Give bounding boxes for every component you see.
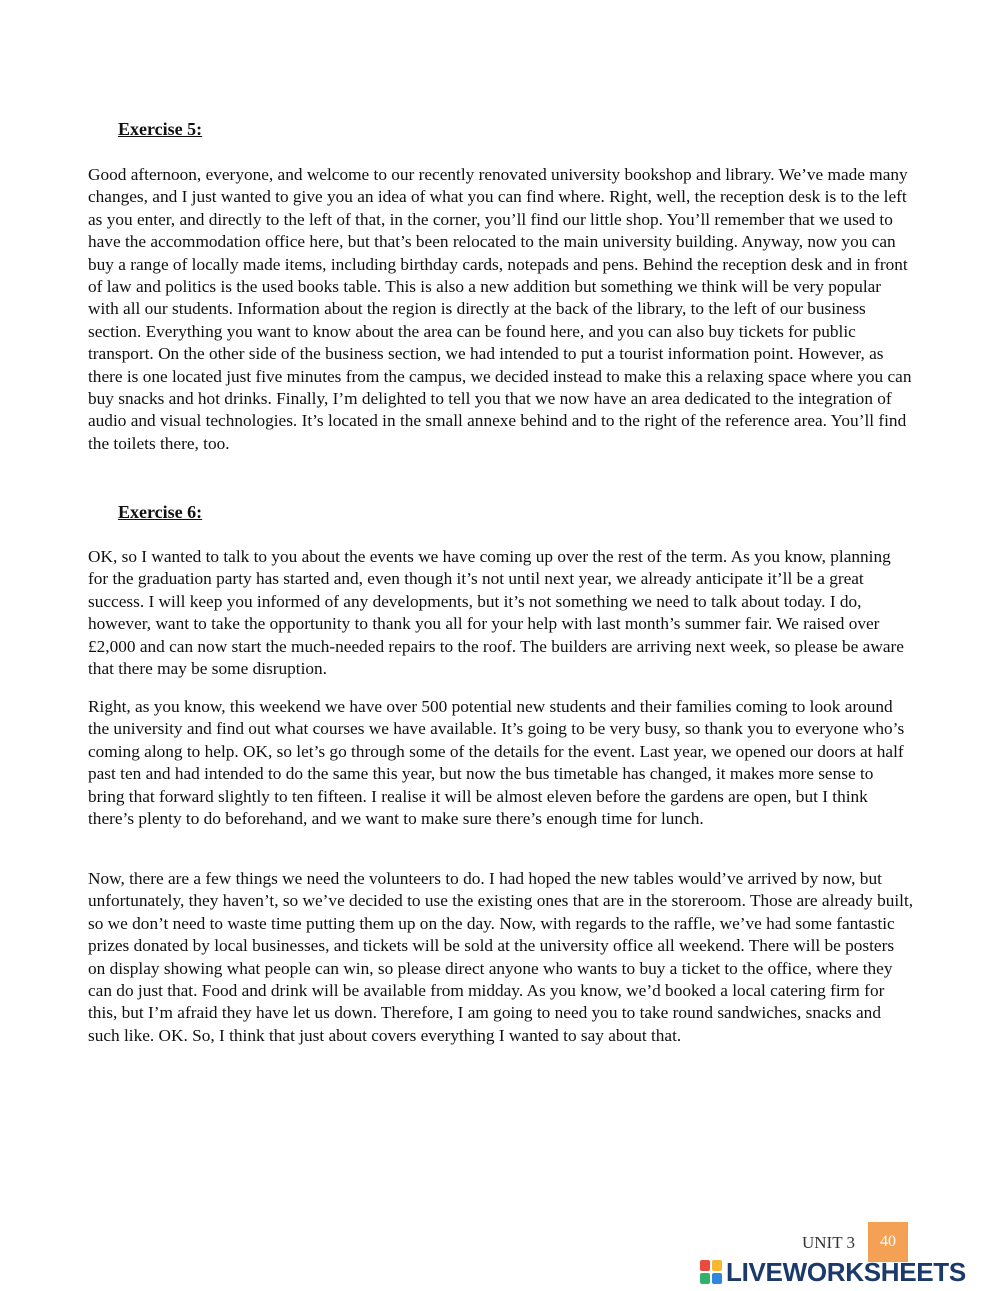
exercise-5-heading: Exercise 5: (118, 119, 203, 139)
exercise-6-paragraph-3: Now, there are a few things we need the volunteers to do. I had hoped the new tables would’ve arrived by now, but unfortunately, they haven’t, so we’ve decided to use the existing ones that are in the storeroom. Those are already built, so we don’t need to waste time putting them up on the day. Now, with regards to the raffle, we’ve had some fantastic prizes donated by local businesses, and tickets will be sold at the university office all weekend. There will be posters on display showing what people can win, so please direct anyone who wants to buy a ticket to the office, where they can do just that. Food and drink will be available from midday. As you know, we’d booked a local catering firm for this, but I’m afraid they have let us down. Therefore, I am going to need you to take round sandwiches, snacks and such like. OK. So, I think that just about covers everything I wanted to say about that. (88, 869, 914, 1045)
liveworksheets-logo[interactable] (700, 1258, 966, 1286)
logo-square-red (700, 1260, 710, 1271)
exercise-6-paragraph-1: OK, so I wanted to talk to you about the events we have coming up over the rest of the term. As you know, planning for the graduation party has started and, even though it’s not until next year, we already anticipate it’ll be a great success. I will keep you informed of any developments, but it’s not something we need to talk about today. I do, however, want to take the opportunity to thank you all for your help with last month’s summer fair. We raised over £2,000 and can now start the much-needed repairs to the roof. The builders are arriving next week, so please be aware that there may be some disruption. (88, 547, 904, 679)
exercise-6-heading: Exercise 6: (118, 502, 203, 522)
logo-text: LIVEWORKSHEETS (726, 1257, 966, 1287)
page-number-badge: 40 (868, 1222, 908, 1262)
liveworksheets-logo-icon (700, 1260, 722, 1284)
exercise-5-paragraph: Good afternoon, everyone, and welcome to our recently renovated university bookshop and library. We’ve made many changes, and I just wanted to give you an idea of what you can find where. Right, well, the reception desk is to the left as you enter, and directly to the left of that, in the corner, you’ll find our little shop. You’ll remember that we used to have the accommodation office here, but that’s been relocated to the main university building. Anyway, now you can buy a range of locally made items, including birthday cards, notepads and pens. Behind the reception desk and in front of law and politics is the used books table. This is also a new addition but something we think will be very popular with all our students. Information about the region is directly at the back of the library, to the left of our business section. Everything you want to know about the area can be found here, and you can also buy tickets for public transport. On the other side of the business section, we had intended to put a tourist information point. However, as there is one located just five minutes from the campus, we decided instead to make this a relaxing space where you can buy snacks and hot drinks. Finally, I’m delighted to tell you that we now have an area dedicated to the integration of audio and visual technologies. It’s located in the small annexe behind and to the right of the reference area. You’ll find the toilets there, too. (88, 165, 912, 453)
exercise-6-paragraph-2: Right, as you know, this weekend we have over 500 potential new students and their families coming to look around the university and find out what courses we have available. It’s going to be very busy, so thank you to everyone who’s coming along to help. OK, so let’s go through some of the details for the event. Last year, we opened our doors at half past ten and had intended to do the same this year, but now the bus timetable has changed, it makes more sense to bring that forward slightly to ten fifteen. I realise it will be almost eleven before the gardens are open, but I think there’s plenty to do beforehand, and we want to make sure there’s enough time for lunch. (88, 697, 905, 829)
logo-square-green (700, 1273, 710, 1284)
logo-square-blue (712, 1273, 722, 1284)
logo-square-yellow (712, 1260, 722, 1271)
unit-label: UNIT 3 (802, 1233, 856, 1252)
